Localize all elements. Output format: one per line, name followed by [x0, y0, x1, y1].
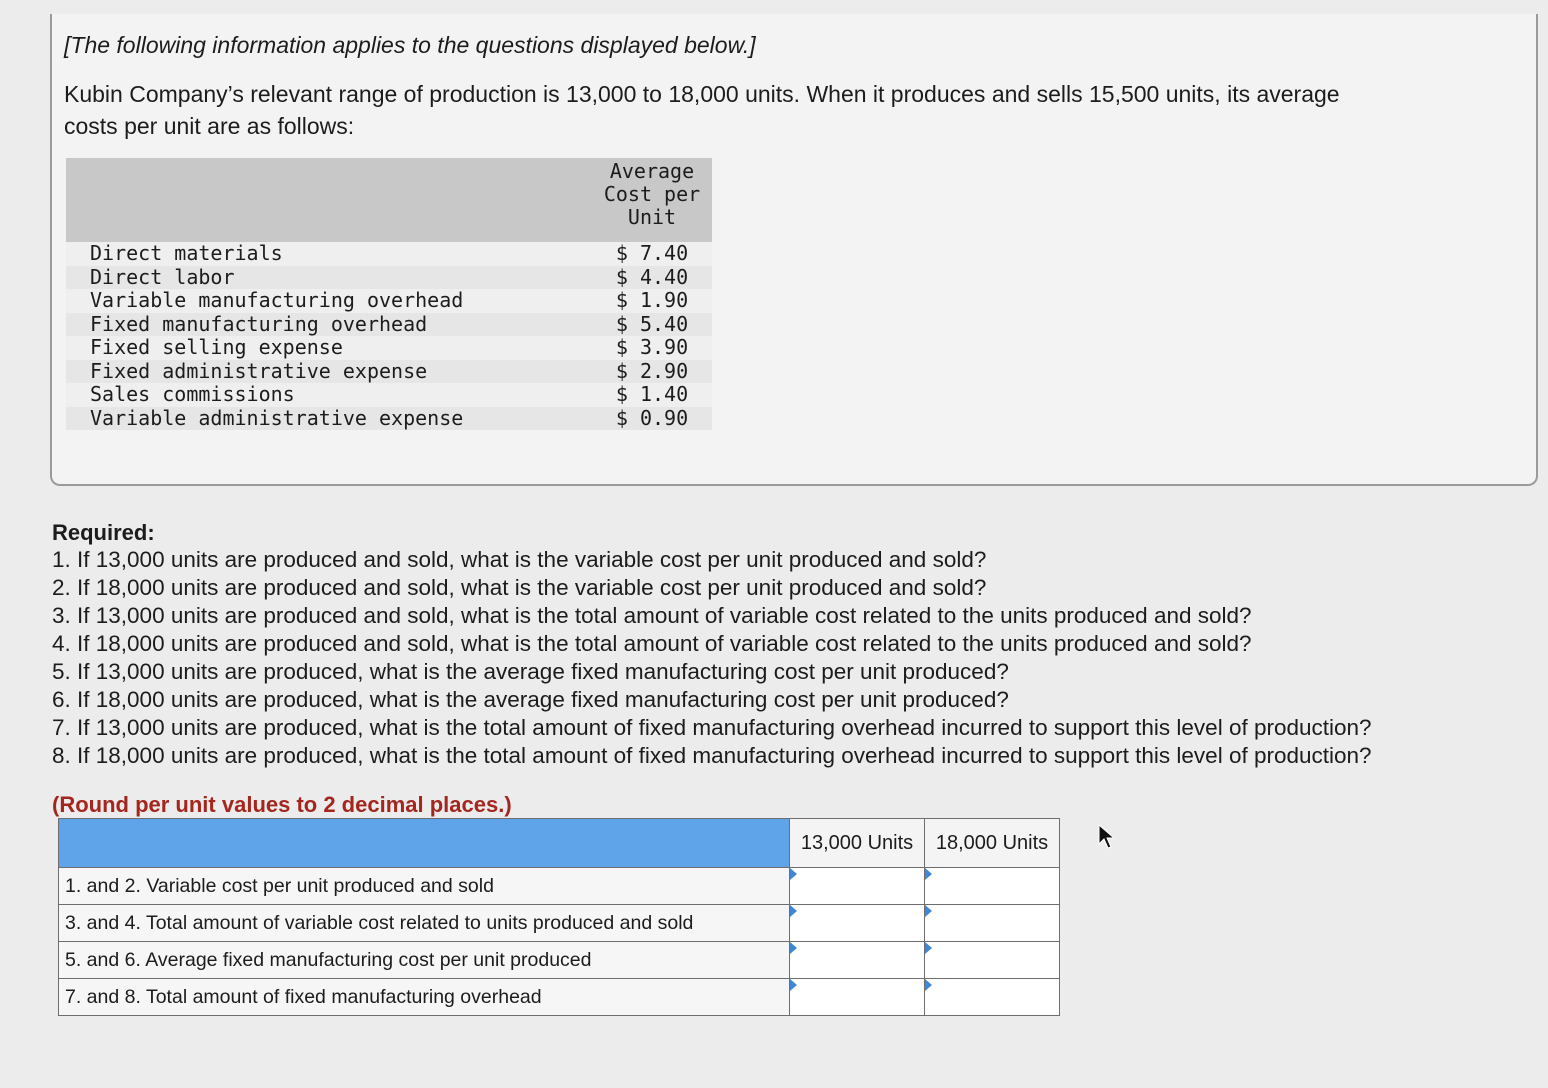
requirement-item: 4. If 18,000 units are produced and sold, what is the total amount of variable cost related to the units produced and sold?: [52, 631, 1252, 656]
cost-column-header: Average Cost per Unit: [603, 159, 701, 229]
cell-marker-icon: [925, 979, 932, 991]
column-header-18000: 18,000 Units: [925, 819, 1060, 868]
requirement-item: 1. If 13,000 units are produced and sold, what is the variable cost per unit produced and sold?: [52, 547, 987, 572]
requirement-item: 3. If 13,000 units are produced and sold, what is the total amount of variable cost related to the units produced and sold?: [52, 603, 1252, 628]
answer-table: [58, 818, 1060, 1016]
cell-marker-icon: [790, 905, 797, 917]
cost-label: Direct materials: [90, 241, 283, 265]
answer-header-row: [59, 819, 1060, 868]
requirement-item: 6. If 18,000 units are produced, what is the average fixed manufacturing cost per unit produced?: [52, 687, 1009, 712]
cell-marker-icon: [790, 979, 797, 991]
cost-row: [66, 242, 712, 266]
answer-cell: [790, 979, 925, 1016]
cost-value: $ 3.90: [615, 335, 689, 359]
avg-fixed-mfg-cost-18000-input[interactable]: [925, 943, 1059, 977]
cost-label: Fixed administrative expense: [90, 358, 428, 383]
total-variable-cost-18000-input[interactable]: [925, 906, 1059, 940]
cost-label: Fixed selling expense: [90, 335, 343, 359]
cost-value: $ 1.90: [615, 288, 689, 312]
answer-row-label: 5. and 6. Average fixed manufacturing cost per unit produced: [59, 942, 790, 979]
required-heading: Required:: [52, 520, 155, 545]
answer-cell: [790, 868, 925, 905]
intro-text: [The following information applies to the questions displayed below.]: [64, 32, 756, 58]
cost-table: [66, 158, 712, 430]
cost-row: [66, 336, 712, 360]
cost-label: Fixed manufacturing overhead: [90, 311, 428, 336]
cost-value: $ 7.40: [615, 241, 689, 265]
cost-row: [66, 266, 712, 290]
cost-value: $ 0.90: [615, 405, 689, 430]
cell-marker-icon: [790, 942, 797, 954]
cost-value: $ 4.40: [615, 264, 689, 289]
requirement-item: 8. If 18,000 units are produced, what is the total amount of fixed manufacturing overhead incurred to support this level of production?: [52, 743, 1372, 768]
cost-label: Variable manufacturing overhead: [90, 288, 464, 312]
cost-label: Variable administrative expense: [90, 405, 464, 430]
total-fixed-mfg-overhead-13000-input[interactable]: [790, 980, 924, 1014]
answer-cell: [925, 868, 1060, 905]
requirement-item: 2. If 18,000 units are produced and sold, what is the variable cost per unit produced and sold?: [52, 575, 987, 600]
cell-marker-icon: [925, 905, 932, 917]
mouse-pointer-icon: [1098, 824, 1116, 850]
total-variable-cost-13000-input[interactable]: [790, 906, 924, 940]
cost-label: Direct labor: [90, 264, 235, 289]
cost-row: [66, 289, 712, 313]
variable-cost-per-unit-13000-input[interactable]: [790, 869, 924, 903]
answer-row: [59, 868, 1060, 905]
cost-value: $ 1.40: [615, 382, 689, 406]
cell-marker-icon: [790, 868, 797, 880]
answer-row-label: 7. and 8. Total amount of fixed manufacturing overhead: [59, 979, 790, 1016]
answer-cell: [925, 979, 1060, 1016]
cost-row: [66, 383, 712, 407]
cost-value: $ 5.40: [615, 311, 689, 336]
requirements-list: [52, 546, 1372, 770]
requirement-item: 7. If 13,000 units are produced, what is the total amount of fixed manufacturing overhead incurred to support this level of production?: [52, 715, 1372, 740]
answer-cell: [790, 942, 925, 979]
cost-label: Sales commissions: [90, 382, 295, 406]
answer-row-label: 3. and 4. Total amount of variable cost related to units produced and sold: [59, 905, 790, 942]
cell-marker-icon: [925, 868, 932, 880]
cost-row: [66, 407, 712, 431]
variable-cost-per-unit-18000-input[interactable]: [925, 869, 1059, 903]
requirement-item: 5. If 13,000 units are produced, what is the average fixed manufacturing cost per unit produced?: [52, 659, 1009, 684]
answer-cell: [790, 905, 925, 942]
answer-cell: [925, 942, 1060, 979]
cost-row: [66, 313, 712, 337]
cell-marker-icon: [925, 942, 932, 954]
cost-table-header: [66, 158, 712, 242]
cost-value: $ 2.90: [615, 358, 689, 383]
total-fixed-mfg-overhead-18000-input[interactable]: [925, 980, 1059, 1014]
rounding-instruction: (Round per unit values to 2 decimal places.): [52, 792, 512, 817]
cost-row: [66, 360, 712, 384]
answer-cell: [925, 905, 1060, 942]
answer-row: [59, 905, 1060, 942]
company-description: Kubin Company’s relevant range of production is 13,000 to 18,000 units. When it produces and sells 15,500 units, its average costs per unit are as follows:: [64, 81, 1340, 139]
answer-row: [59, 979, 1060, 1016]
avg-fixed-mfg-cost-13000-input[interactable]: [790, 943, 924, 977]
answer-row-label: 1. and 2. Variable cost per unit produced and sold: [59, 868, 790, 905]
answer-row: [59, 942, 1060, 979]
column-header-13000: 13,000 Units: [790, 819, 925, 868]
